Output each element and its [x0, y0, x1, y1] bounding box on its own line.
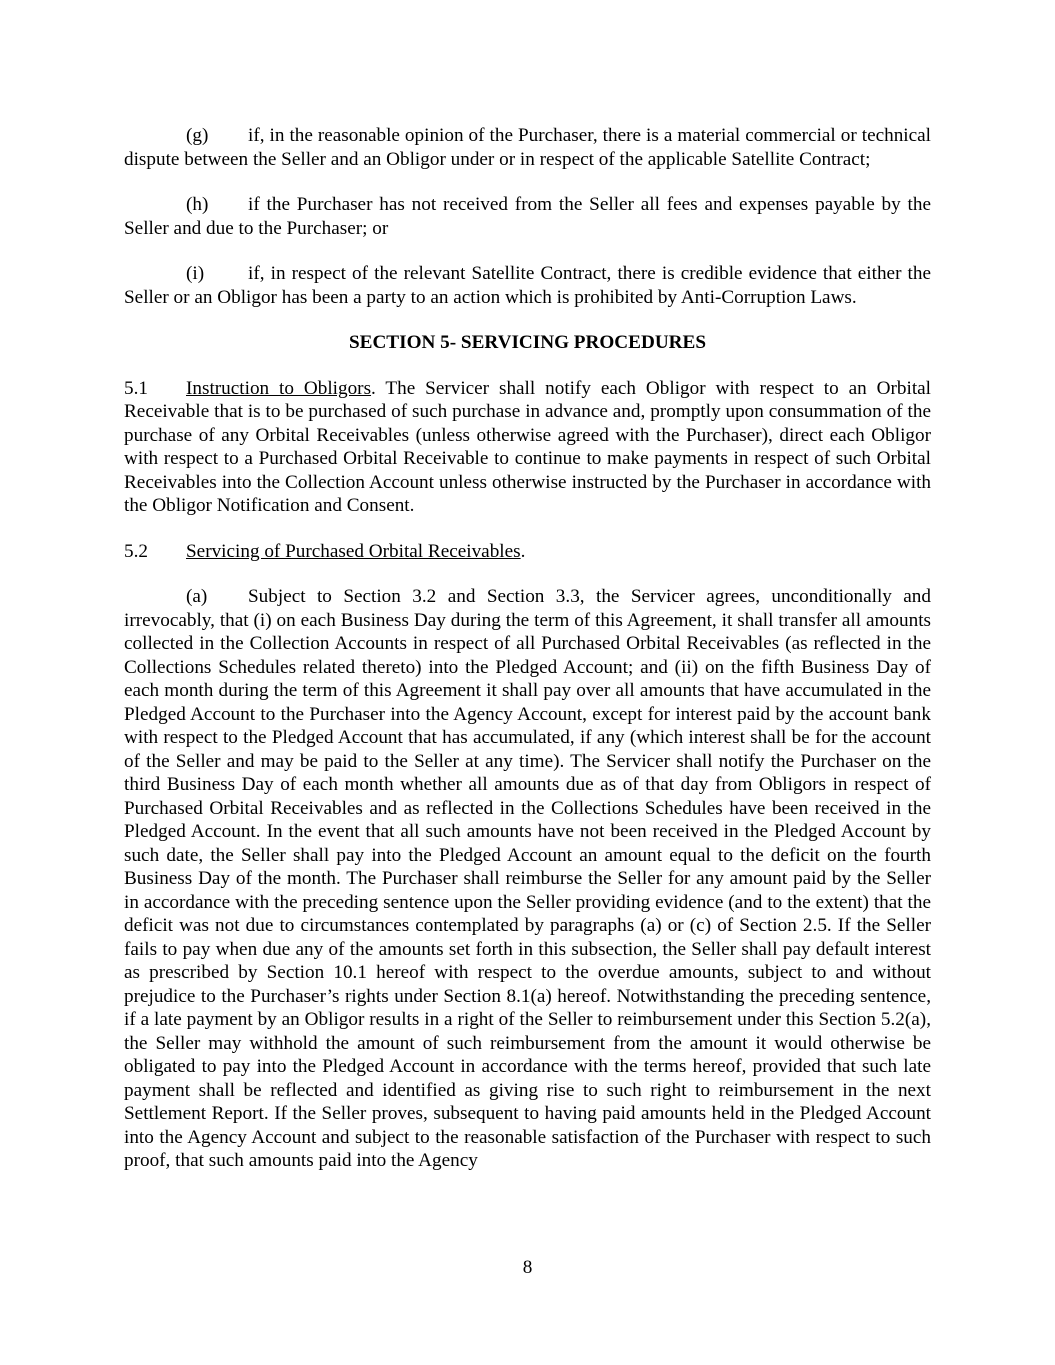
section-5-2-a [124, 585, 931, 1173]
section-5-2-a-label: (a) [186, 586, 208, 607]
section-5-2-a-text: Subject to Section 3.2 and Section 3.3, the Servicer agrees, unconditionally and irrevocably, that (i) on each Business Day during the term of this Agreement, it shall transfer all amounts collected in the Collection Accounts in respect of all Purchased Orbital Receivables (as reflected in the Collections Schedules related thereto) into the Pledged Account; and (ii) on the fifth Business Day of each month during the term of this Agreement it shall pay over all amounts that have accumulated in the Pledged Account to the Purchaser into the Agency Account, except for interest paid by the account bank with respect to the Pledged Account that has accumulated, if any (which interest shall be for the account of the Seller and may be paid to the Seller at any time). The Servicer shall notify the Purchaser on the third Business Day of each month whether all amounts due as of that day from Obligors in respect of Purchased Orbital Receivables and as reflected in the Collections Schedules have been received in the Pledged Account. In the event that all such amounts have not been received in the Pledged Account by such date, the Seller shall pay into the Pledged Account an amount equal to the deficit on the fourth Business Day of the month. The Purchaser shall reimburse the Seller for any amount paid by the Seller in accordance with the preceding sentence upon the Seller providing evidence (and to the extent) that the deficit was not due to circumstances contemplated by paragraphs (a) or (c) of Section 2.5. If the Seller fails to pay when due any of the amounts set forth in this subsection, the Seller shall pay default interest as prescribed by Section 10.1 hereof with respect to the overdue amounts, subject to and without prejudice to the Purchaser’s rights under Section 8.1(a) hereof. Notwithstanding the preceding sentence, if a late payment by an Obligor results in a right of the Seller to reimbursement under this Section 5.2(a), the Seller may withhold the amount of such reimbursement from the amount it would otherwise be obligated to pay into the Pledged Account in accordance with the terms hereof, provided that such late payment shall be reflected and identified as giving rise to such right to reimbursement in the next Settlement Report. If the Seller proves, subsequent to having paid amounts held in the Pledged Account into the Agency Account and subject to the reasonable satisfaction of the Purchaser with respect to such proof, that such amounts paid into the Agency [124, 586, 931, 1171]
section-5-1-number: 5.1 [124, 377, 148, 399]
clause-i-label: (i) [186, 263, 205, 284]
clause-h-label: (h) [186, 194, 209, 215]
section-5-2-title: Servicing of Purchased Orbital Receivables [186, 540, 521, 562]
section-5-heading: SECTION 5- SERVICING PROCEDURES [348, 332, 707, 353]
section-5-1 [124, 377, 931, 518]
clause-h-text: if the Purchaser has not received from the Seller all fees and expenses payable by the Seller and due to the Purchaser; or [124, 194, 931, 239]
clause-i-text: if, in respect of the relevant Satellite Contract, there is credible evidence that either the Seller or an Obligor has been a party to an action which is prohibited by Anti-Corruption Laws. [124, 263, 931, 308]
section-5-2 [124, 540, 931, 564]
clause-h [124, 193, 931, 240]
section-5-2-number: 5.2 [124, 540, 148, 562]
clause-g [124, 124, 931, 171]
section-5-2-suffix: . [520, 540, 526, 562]
clause-g-label: (g) [186, 125, 209, 146]
section-5-1-title: Instruction to Obligors [186, 377, 372, 399]
clause-i [124, 262, 931, 309]
document-page [124, 124, 931, 1173]
clause-g-text: if, in the reasonable opinion of the Purchaser, there is a material commercial or technical dispute between the Seller and an Obligor under or in respect of the applicable Satellite Contract; [124, 125, 931, 170]
page-number: 8 [522, 1257, 533, 1278]
section-5-1-text: . The Servicer shall notify each Obligor with respect to an Orbital Receivable that is to be purchased of such purchase in advance and, promptly upon consummation of the purchase of any Orbital Receivables (unless otherwise agreed with the Purchaser), direct each Obligor with respect to a Purchased Orbital Receivable to continue to make payments in respect of such Orbital Receivables into the Collection Account unless otherwise instructed by the Purchaser in accordance with the Obligor Notification and Consent. [124, 377, 932, 516]
